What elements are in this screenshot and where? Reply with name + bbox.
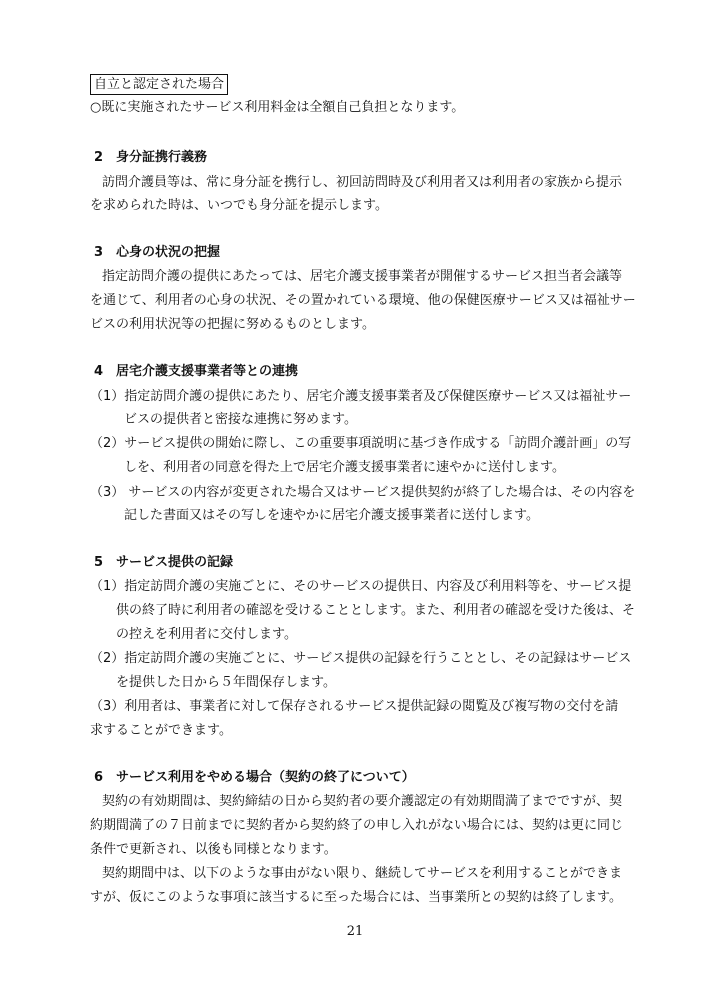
section-title: 心身の状況の把握 — [116, 245, 221, 260]
paragraph-line: 条件で更新され、以後も同様となります。 — [90, 842, 337, 857]
list-item-line: （3） サービスの内容が変更された場合又はサービス提供契約が終了した場合は、その内容を — [90, 485, 636, 500]
paragraph-line: を求められた時は、いつでも身分証を提示します。 — [90, 198, 388, 213]
paragraph-line: 指定訪問介護の提供にあたっては、居宅介護支援事業者が開催するサービス担当者会議等 — [102, 269, 623, 284]
section-title: 身分証携行義務 — [116, 150, 208, 165]
list-item-line: （1）指定訪問介護の提供にあたり、居宅介護支援事業者及び保健医療サービス又は福祉サー — [90, 389, 632, 404]
section-title: 居宅介護支援事業者等との連携 — [116, 364, 299, 379]
list-item-line: （2）指定訪問介護の実施ごとに、サービス提供の記録を行うこととし、その記録はサービス — [90, 651, 632, 666]
section-4-heading — [94, 363, 298, 381]
list-item-line: しを、利用者の同意を得た上で居宅介護支援事業者に速やかに送付します。 — [124, 460, 565, 475]
paragraph-line: 訪問介護員等は、常に身分証を携行し、初回訪問時及び利用者又は利用者の家族から提示 — [102, 175, 623, 190]
list-item-line: 供の終了時に利用者の確認を受けることとします。また、利用者の確認を受けた後は、そ — [116, 603, 635, 618]
list-item-line: 記した書面又はその写しを速やかに居宅介護支援事業者に送付します。 — [124, 508, 539, 523]
section-number: 3 — [94, 245, 104, 260]
list-item-line: の控えを利用者に交付します。 — [116, 627, 297, 642]
section-number: 6 — [94, 770, 104, 785]
list-item-line: ビスの提供者と密接な連携に努めます。 — [124, 412, 357, 427]
list-item-line: （1）指定訪問介護の実施ごとに、そのサービスの提供日、内容及び利用料等を、サービス提 — [90, 579, 632, 594]
list-item-line: 求することができます。 — [90, 723, 232, 738]
intro-line: ○既に実施されたサービス利用料金は全額自己負担となります。 — [90, 100, 465, 115]
paragraph-line: を通じて、利用者の心身の状況、その置かれている環境、他の保健医療サービス又は福祉サー — [90, 293, 636, 308]
section-title: サービス提供の記録 — [116, 555, 234, 570]
section-5-heading — [94, 554, 233, 572]
list-item-line: （3）利用者は、事業者に対して保存されるサービス提供記録の閲覧及び複写物の交付を請 — [90, 699, 619, 714]
list-item-line: （2）サービス提供の開始に際し、この重要事項説明に基づき作成する「訪問介護計画」の写 — [90, 436, 632, 451]
section-number: 2 — [94, 150, 104, 165]
paragraph-line: 契約の有効期間は、契約締結の日から契約者の要介護認定の有効期間満了までですが、契 — [102, 794, 623, 809]
paragraph-line: 約期間満了の７日前までに契約者から契約終了の申し入れがない場合には、契約は更に同じ — [90, 818, 624, 833]
section-3-heading — [94, 244, 220, 262]
paragraph-line: 契約期間中は、以下のような事由がない限り、継続してサービスを利用することができま — [102, 866, 623, 881]
list-item-line: を提供した日から５年間保存します。 — [116, 675, 336, 690]
section-number: 4 — [94, 364, 104, 379]
boxed-label: 自立と認定された場合 — [90, 74, 228, 95]
section-number: 5 — [94, 555, 104, 570]
section-title: サービス利用をやめる場合（契約の終了について） — [116, 770, 415, 785]
paragraph-line: すが、仮にこのような事項に該当するに至った場合には、当事業所との契約は終了します。 — [90, 890, 622, 905]
section-2-heading — [94, 149, 207, 167]
section-6-heading — [94, 769, 415, 787]
page-number: 21 — [346, 924, 364, 939]
paragraph-line: ビスの利用状況等の把握に努めるものとします。 — [90, 317, 375, 332]
